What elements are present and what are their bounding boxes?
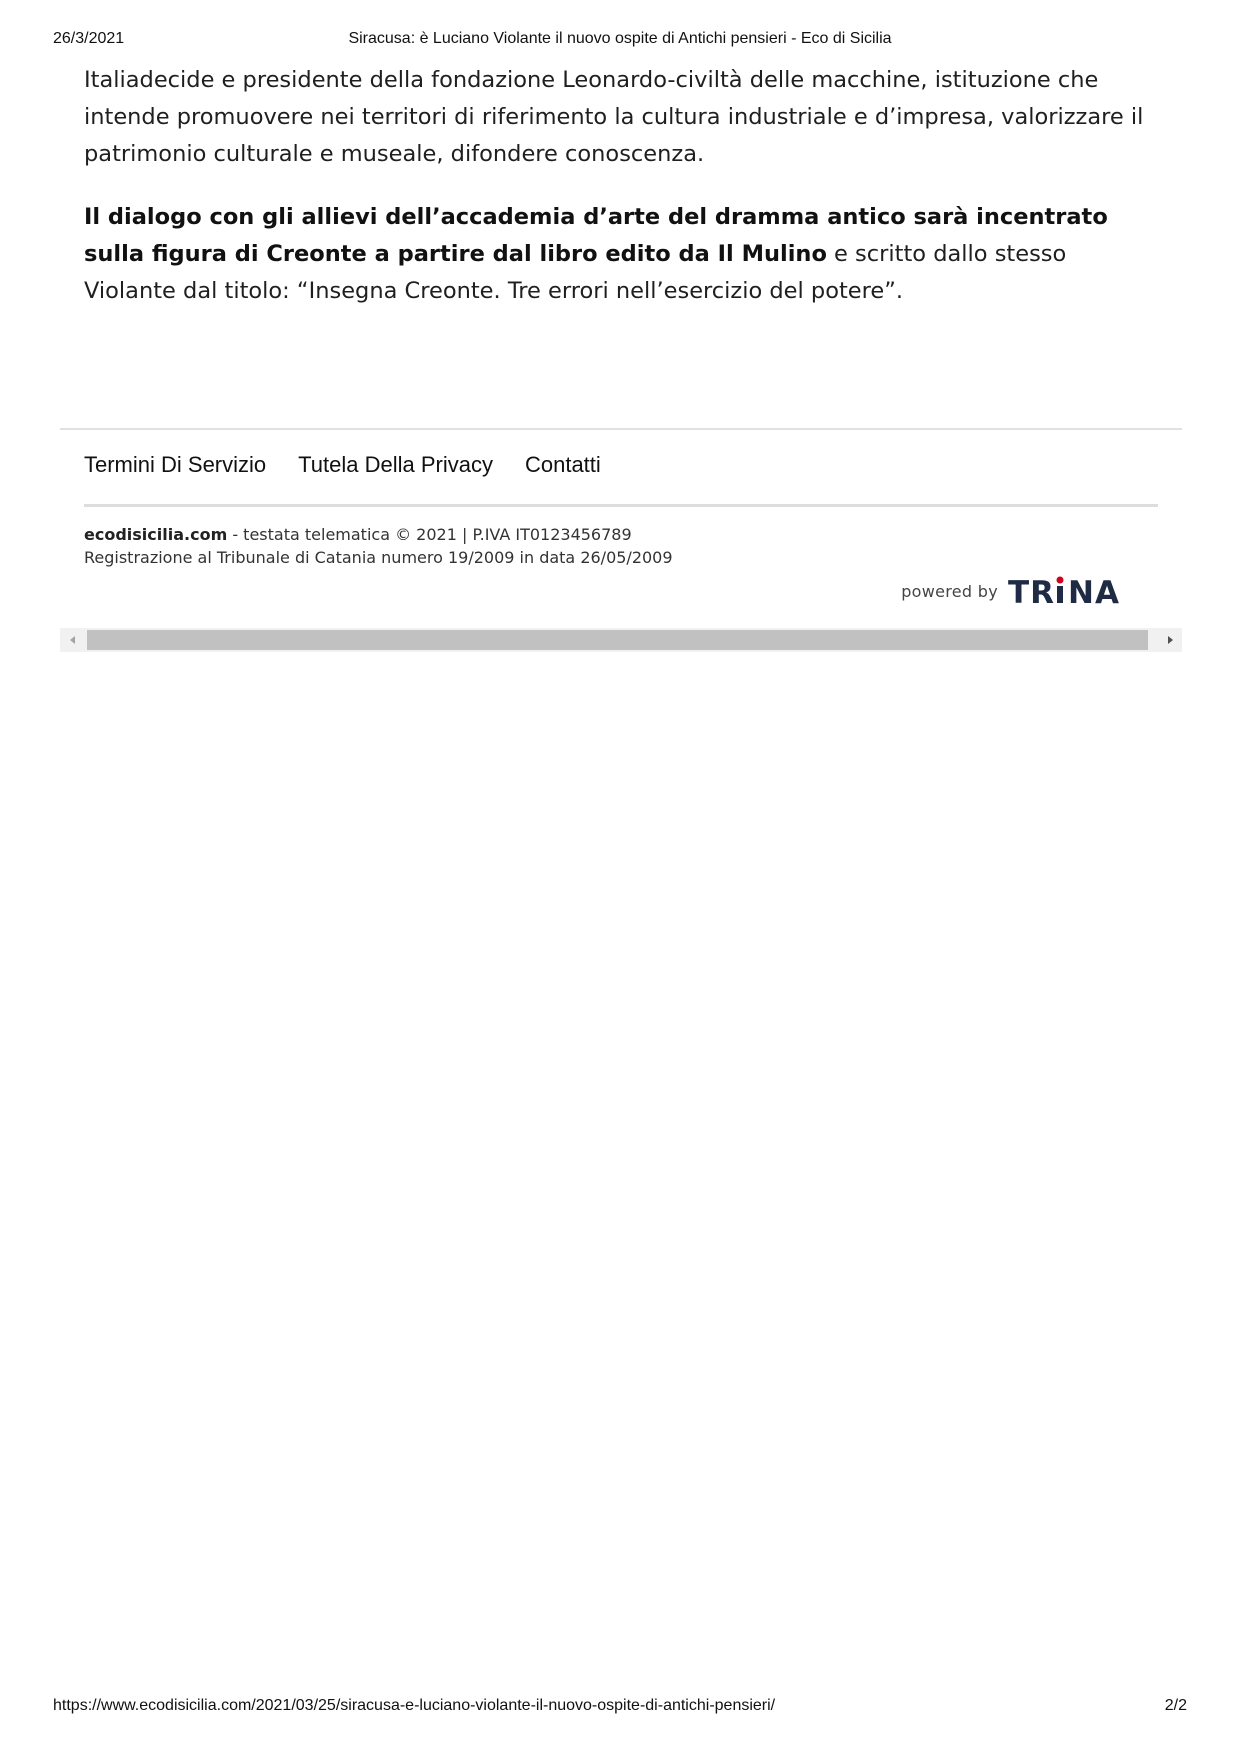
legal-notice (84, 523, 673, 569)
legal-text: - testata telematica © 2021 | P.IVA IT0123456789 (227, 525, 632, 544)
terms-link[interactable]: Termini Di Servizio (84, 452, 267, 477)
trina-logo-i-stem (1057, 586, 1063, 603)
page-number: 2/2 (1164, 1697, 1187, 1714)
print-page-title: Siracusa: è Luciano Violante il nuovo ospite di Antichi pensieri - Eco di Sicilia (348, 30, 892, 47)
trina-logo-text: NA (1068, 575, 1120, 608)
scrollbar-thumb[interactable] (87, 630, 1148, 650)
bold-text: Il dialogo con gli allievi dell’accademia d’arte del dramma antico sarà incentrato sulla figura di Creonte a partire dal libro edito da Il Mulino (84, 204, 1108, 267)
paragraph-text: Italiadecide e presidente della fondazione Leonardo-civiltà delle macchine, istituzione che intende promuovere nei territori di riferimento la cultura industriale e d’impresa, valorizzare il patrimonio culturale e museale, difondere conoscenza. (84, 67, 1144, 167)
article-body (84, 62, 1164, 336)
powered-by-badge[interactable] (901, 574, 1158, 608)
privacy-link[interactable]: Tutela Della Privacy (298, 452, 493, 477)
triangle-right-icon (1156, 628, 1182, 652)
footer-divider (60, 428, 1182, 430)
scroll-right-button[interactable] (1156, 628, 1182, 652)
paragraph-text: e scritto dallo stesso Violante dal titolo: “Insegna Creonte. Tre errori nell’esercizio del potere”. (84, 241, 1067, 304)
horizontal-scrollbar[interactable] (60, 628, 1182, 652)
powered-by-label: powered by (901, 581, 998, 601)
footer-nav (84, 452, 601, 482)
legal-line (84, 523, 673, 546)
print-footer (53, 1697, 1187, 1719)
print-url: https://www.ecodisicilia.com/2021/03/25/siracusa-e-luciano-violante-il-nuovo-ospite-di-antichi-pensieri/ (53, 1697, 776, 1714)
contacts-link[interactable]: Contatti (524, 452, 601, 477)
print-header (53, 30, 1187, 52)
article-paragraph (84, 199, 1164, 310)
trina-logo (1008, 574, 1158, 608)
print-date: 26/3/2021 (53, 30, 125, 47)
site-name: ecodisicilia.com (84, 525, 228, 544)
scroll-left-button[interactable] (60, 628, 86, 652)
legal-line: Registrazione al Tribunale di Catania numero 19/2009 in data 26/05/2009 (84, 548, 673, 567)
triangle-left-icon (60, 628, 86, 652)
trina-logo-i-dot (1057, 577, 1064, 584)
article-paragraph (84, 62, 1164, 173)
trina-logo-text: TR (1008, 575, 1056, 608)
footer-divider (84, 504, 1158, 507)
